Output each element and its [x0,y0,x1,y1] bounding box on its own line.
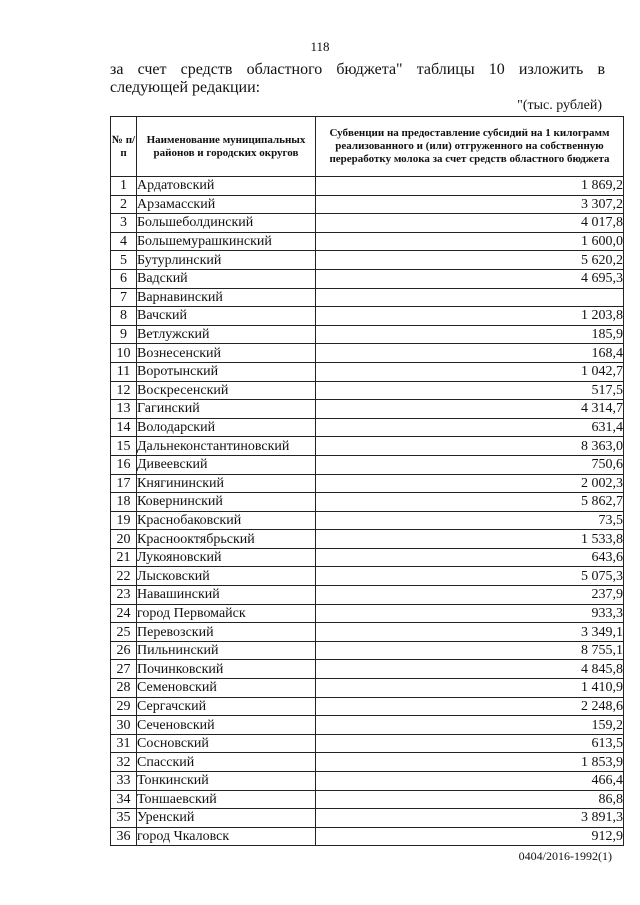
row-number: 11 [111,362,137,381]
row-value: 3 349,1 [316,623,624,642]
row-name: Варнавинский [137,288,316,307]
table-body [111,177,624,846]
row-name: Воротынский [137,362,316,381]
row-value: 168,4 [316,344,624,363]
row-number: 19 [111,511,137,530]
row-value: 613,5 [316,734,624,753]
row-name: Дивеевский [137,455,316,474]
table-row [111,827,624,846]
row-value: 5 075,3 [316,567,624,586]
row-value: 8 755,1 [316,641,624,660]
row-name: Краснооктябрьский [137,530,316,549]
table-row [111,623,624,642]
table-row [111,195,624,214]
table-row [111,567,624,586]
row-number: 3 [111,214,137,233]
row-name: Дальнеконстантиновский [137,437,316,456]
table-row [111,660,624,679]
row-name: Лукояновский [137,548,316,567]
table-row [111,716,624,735]
row-number: 31 [111,734,137,753]
header-value: Субвенции на предоставление субсидий на 1 килограмм реализованного и (или) отгруженного на собственную переработку молока за счет средств областного бюджета [316,117,624,177]
table-row [111,325,624,344]
row-value: 8 363,0 [316,437,624,456]
row-number: 30 [111,716,137,735]
page-number: 118 [310,39,330,54]
row-number: 34 [111,790,137,809]
row-value: 1 410,9 [316,679,624,698]
table-row [111,493,624,512]
row-name: Ветлужский [137,325,316,344]
row-name: Бутурлинский [137,251,316,270]
row-name: Спасский [137,753,316,772]
row-value: 1 600,0 [316,232,624,251]
document-code: 0404/2016-1992(1) [518,849,612,863]
table-row [111,418,624,437]
row-number: 21 [111,548,137,567]
table-row [111,790,624,809]
row-value: 4 695,3 [316,269,624,288]
row-name: Уренский [137,809,316,828]
table-row [111,511,624,530]
row-value: 517,5 [316,381,624,400]
row-value: 237,9 [316,586,624,605]
table-row [111,753,624,772]
row-number: 8 [111,307,137,326]
row-number: 23 [111,586,137,605]
subsidy-table [110,116,624,846]
row-name: Семеновский [137,679,316,698]
row-name: Лысковский [137,567,316,586]
row-value: 3 891,3 [316,809,624,828]
row-number: 33 [111,772,137,791]
table-row [111,809,624,828]
row-number: 29 [111,697,137,716]
row-name: Тоншаевский [137,790,316,809]
row-name: Краснобаковский [137,511,316,530]
row-value: 1 853,9 [316,753,624,772]
row-name: Пильнинский [137,641,316,660]
table-row [111,455,624,474]
row-value: 750,6 [316,455,624,474]
row-number: 17 [111,474,137,493]
row-name: Большеболдинский [137,214,316,233]
row-value: 73,5 [316,511,624,530]
row-number: 24 [111,604,137,623]
row-name: Арзамасский [137,195,316,214]
table-row [111,772,624,791]
row-number: 36 [111,827,137,846]
row-name: Перевозский [137,623,316,642]
table-row [111,530,624,549]
row-name: Ковернинский [137,493,316,512]
table-row [111,437,624,456]
row-number: 5 [111,251,137,270]
table-row [111,641,624,660]
row-number: 2 [111,195,137,214]
table-row [111,269,624,288]
row-number: 13 [111,400,137,419]
table-row [111,679,624,698]
table-row [111,344,624,363]
row-number: 16 [111,455,137,474]
row-value: 912,9 [316,827,624,846]
row-value: 4 845,8 [316,660,624,679]
row-name: Тонкинский [137,772,316,791]
row-number: 27 [111,660,137,679]
table-row [111,251,624,270]
row-number: 32 [111,753,137,772]
row-name: Большемурашкинский [137,232,316,251]
row-number: 4 [111,232,137,251]
row-value: 2 248,6 [316,697,624,716]
units-note: "(тыс. рублей) [517,98,602,113]
row-name: Сосновский [137,734,316,753]
row-value: 4 017,8 [316,214,624,233]
row-number: 15 [111,437,137,456]
row-value: 1 533,8 [316,530,624,549]
table-row [111,474,624,493]
row-name: Володарский [137,418,316,437]
table-row [111,362,624,381]
row-number: 12 [111,381,137,400]
row-number: 1 [111,177,137,196]
row-value: 3 307,2 [316,195,624,214]
row-number: 18 [111,493,137,512]
row-name: город Первомайск [137,604,316,623]
table-row [111,232,624,251]
row-number: 20 [111,530,137,549]
table-row [111,548,624,567]
row-value: 159,2 [316,716,624,735]
table-row [111,400,624,419]
row-number: 26 [111,641,137,660]
table-row [111,586,624,605]
row-number: 25 [111,623,137,642]
table-row [111,307,624,326]
row-number: 22 [111,567,137,586]
row-value: 631,4 [316,418,624,437]
table-row [111,604,624,623]
row-name: Ардатовский [137,177,316,196]
row-name: Вачский [137,307,316,326]
row-number: 7 [111,288,137,307]
row-name: город Чкаловск [137,827,316,846]
row-number: 28 [111,679,137,698]
row-name: Вознесенский [137,344,316,363]
row-name: Вадский [137,269,316,288]
row-value: 643,6 [316,548,624,567]
row-name: Навашинский [137,586,316,605]
intro-text: за счет средств областного бюджета" таблицы 10 изложить в следующей редакции: [110,61,605,96]
table-row [111,734,624,753]
table-row [111,214,624,233]
row-name: Воскресенский [137,381,316,400]
row-number: 14 [111,418,137,437]
table-header-row [111,117,624,177]
header-number: № п/п [111,117,137,177]
row-number: 35 [111,809,137,828]
row-value: 5 620,2 [316,251,624,270]
row-value: 4 314,7 [316,400,624,419]
row-value: 1 042,7 [316,362,624,381]
row-value: 2 002,3 [316,474,624,493]
row-name: Сеченовский [137,716,316,735]
row-number: 10 [111,344,137,363]
row-value: 1 869,2 [316,177,624,196]
row-number: 9 [111,325,137,344]
row-value: 466,4 [316,772,624,791]
row-name: Починковский [137,660,316,679]
row-name: Сергачский [137,697,316,716]
row-value: 5 862,7 [316,493,624,512]
row-value: 1 203,8 [316,307,624,326]
table-row [111,288,624,307]
row-value [316,288,624,307]
row-value: 933,3 [316,604,624,623]
row-name: Княгининский [137,474,316,493]
table-row [111,381,624,400]
row-value: 86,8 [316,790,624,809]
row-number: 6 [111,269,137,288]
header-name: Наименование муниципальных районов и городских округов [137,117,316,177]
table-row [111,697,624,716]
row-name: Гагинский [137,400,316,419]
table-row [111,177,624,196]
row-value: 185,9 [316,325,624,344]
